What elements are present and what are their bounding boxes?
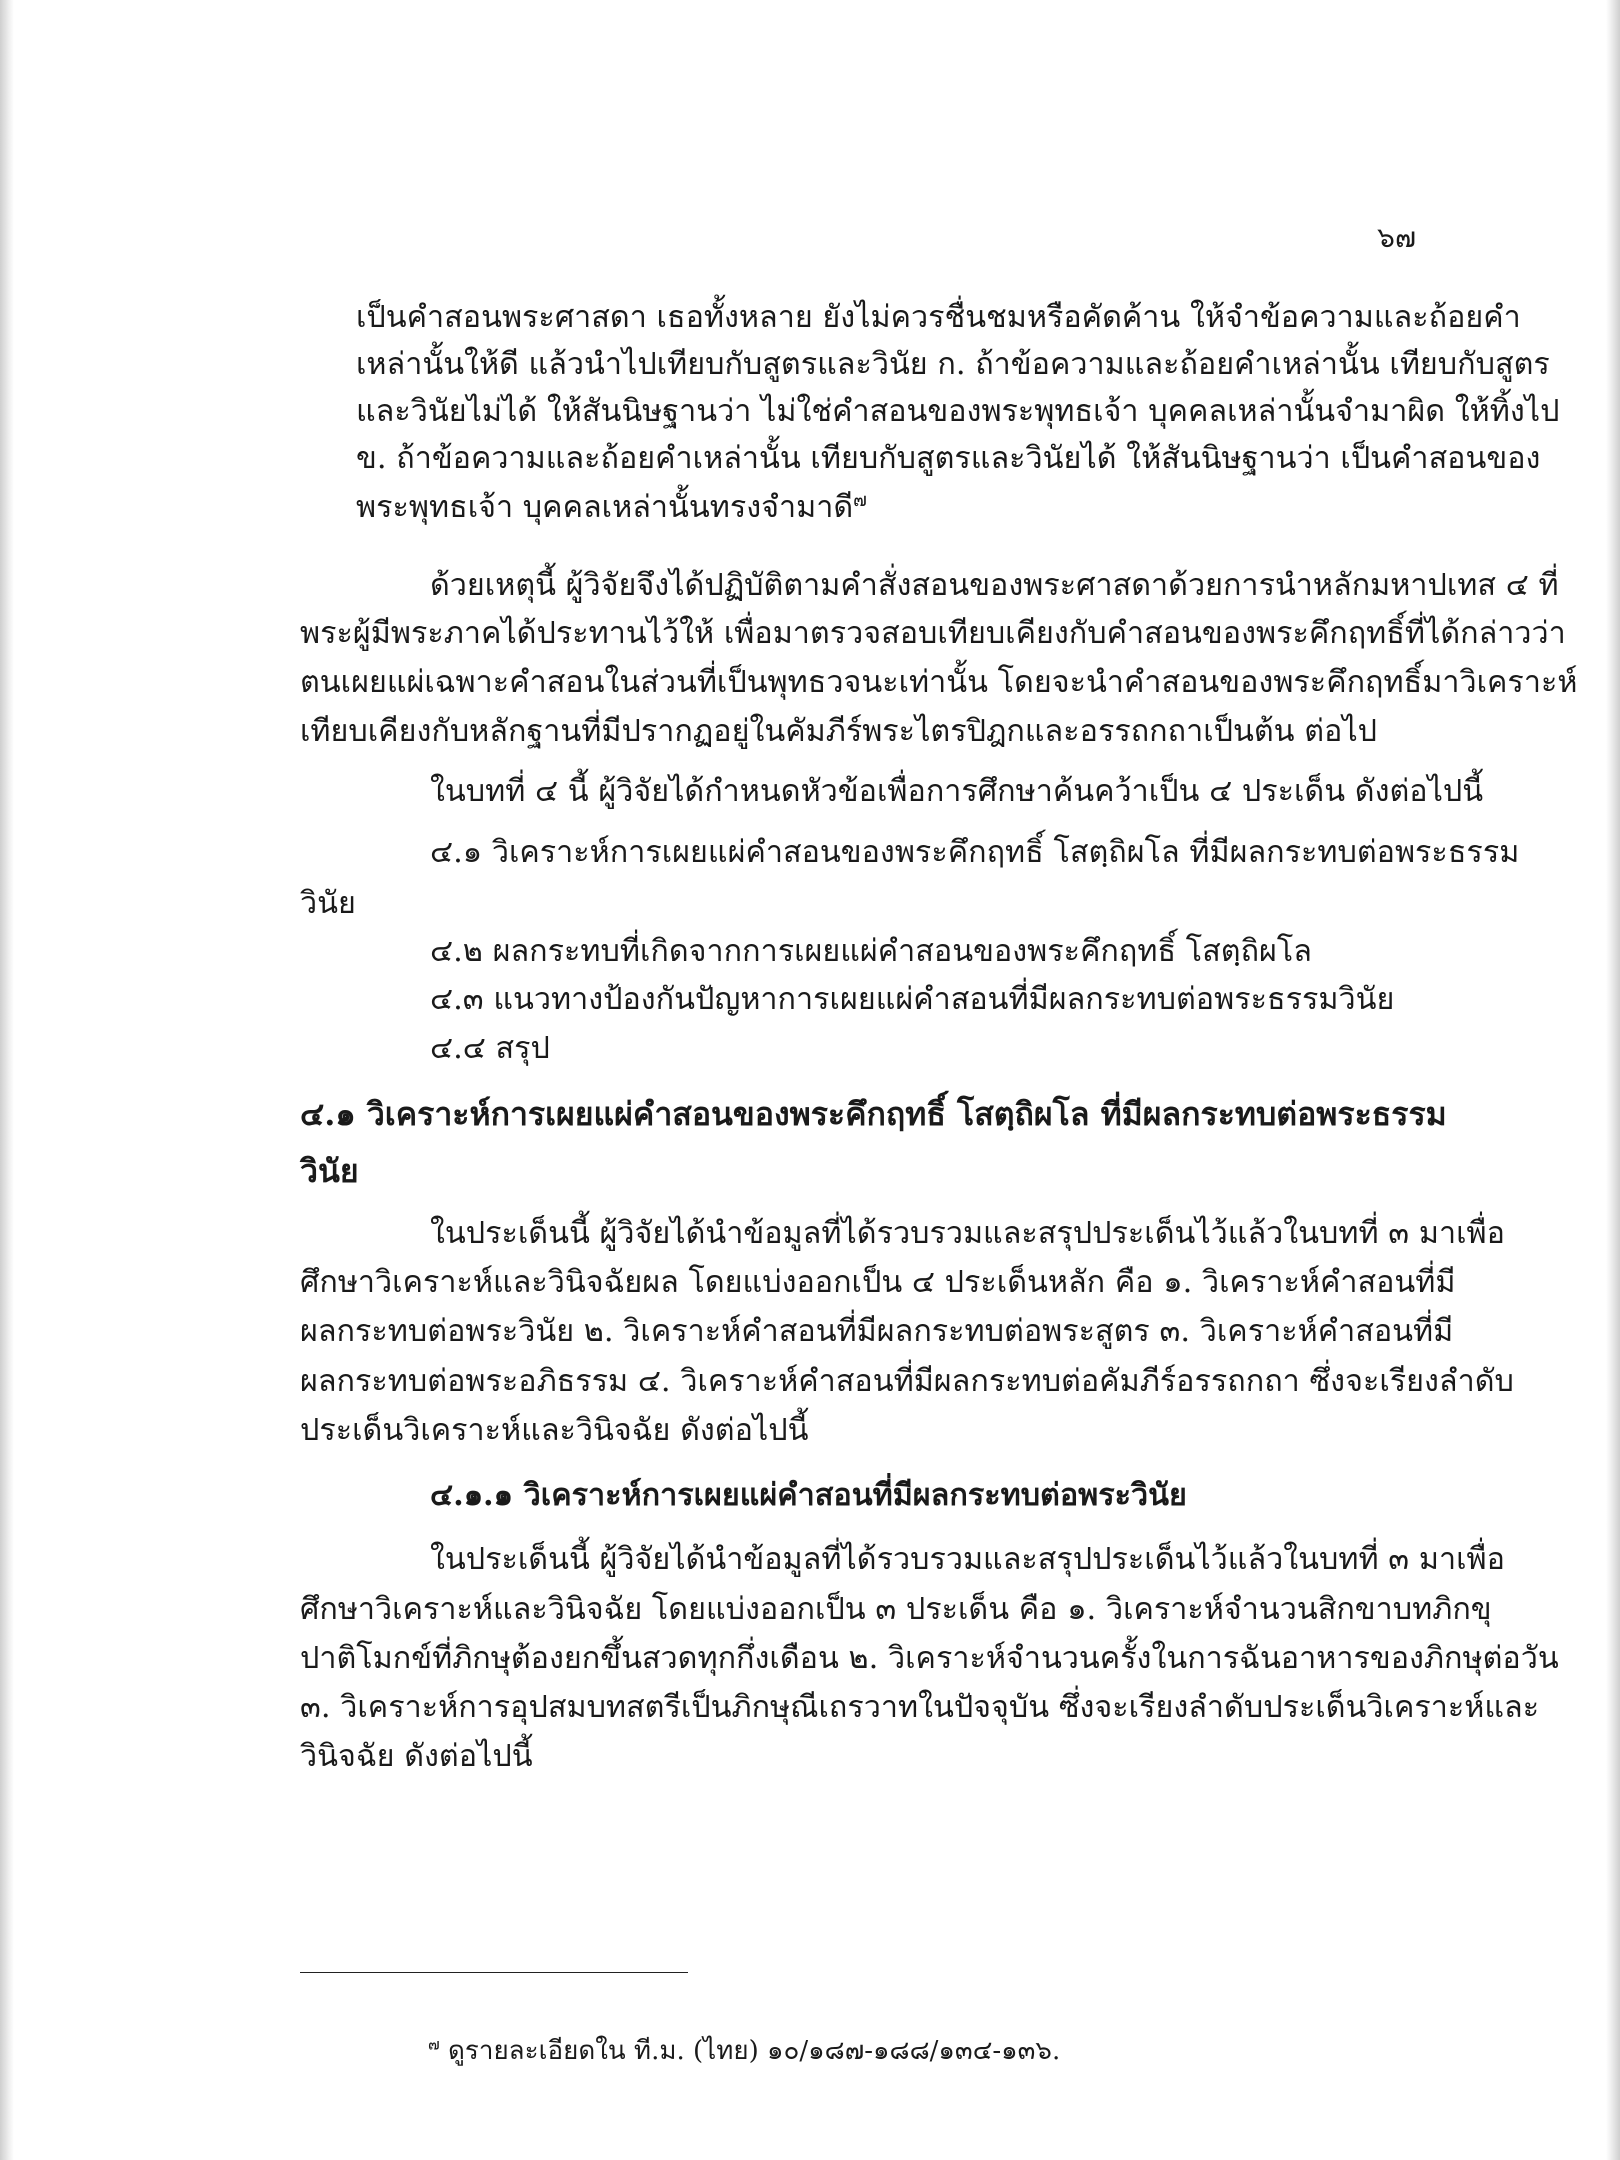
list-item: ๔.๓ แนวทางป้องกันปัญหาการเผยแผ่คำสอนที่มีผลกระทบต่อพระธรรมวินัย (430, 982, 1395, 1017)
footnote (428, 2035, 1060, 2067)
text-line: วินิจฉัย ดังต่อไปนี้ (300, 1739, 533, 1774)
chapter-intro: ในบทที่ ๔ นี้ ผู้วิจัยได้กำหนดหัวข้อเพื่อการศึกษาค้นคว้าเป็น ๔ ประเด็น ดังต่อไปนี้ (430, 774, 1484, 809)
text-line (356, 488, 867, 528)
footnote-divider (300, 1972, 688, 1973)
text-line: เป็นคำสอนพระศาสดา เธอทั้งหลาย ยังไม่ควรชื่นชมหรือคัดค้าน ให้จำข้อความและถ้อยคำ (356, 300, 1521, 335)
text-line: ในประเด็นนี้ ผู้วิจัยได้นำข้อมูลที่ได้รวบรวมและสรุปประเด็นไว้แล้วในบทที่ ๓ มาเพื่อ (430, 1216, 1505, 1251)
footnote-mark: ๗ (428, 2035, 440, 2054)
page-number: ๖๗ (1377, 221, 1416, 254)
page-shadow-right (1606, 0, 1620, 2160)
list-item: ๔.๒ ผลกระทบที่เกิดจากการเผยแผ่คำสอนของพระคึกฤทธิ์ โสตฺถิผโล (430, 934, 1312, 969)
heading-line: ๔.๑ วิเคราะห์การเผยแผ่คำสอนของพระคึกฤทธิ์ โสตฺถิผโล ที่มีผลกระทบต่อพระธรรม (300, 1095, 1447, 1133)
list-item-continuation: วินัย (300, 886, 356, 921)
text-line: ๓. วิเคราะห์การอุปสมบทสตรีเป็นภิกษุณีเถรวาทในปัจจุบัน ซึ่งจะเรียงลำดับประเด็นวิเคราะห์และ (300, 1690, 1540, 1725)
text-line: ผลกระทบต่อพระอภิธรรม ๔. วิเคราะห์คำสอนที่มีผลกระทบต่อคัมภีร์อรรถกถา ซึ่งจะเรียงลำดับ (300, 1364, 1514, 1399)
text-line: ศึกษาวิเคราะห์และวินิจฉัย โดยแบ่งออกเป็น ๓ ประเด็น คือ ๑. วิเคราะห์จำนวนสิกขาบทภิกขุ (300, 1592, 1492, 1627)
page-shadow-left (0, 0, 14, 2160)
text-line: ปาติโมกข์ที่ภิกษุต้องยกขึ้นสวดทุกกึ่งเดือน ๒. วิเคราะห์จำนวนครั้งในการฉันอาหารของภิกษุต่อวัน (300, 1641, 1559, 1676)
text-line: ด้วยเหตุนี้ ผู้วิจัยจึงได้ปฏิบัติตามคำสั่งสอนของพระศาสดาด้วยการนำหลักมหาปเทส ๔ ที่ (430, 568, 1559, 603)
text-line: ในประเด็นนี้ ผู้วิจัยได้นำข้อมูลที่ได้รวบรวมและสรุปประเด็นไว้แล้วในบทที่ ๓ มาเพื่อ (430, 1542, 1505, 1577)
text-line: ผลกระทบต่อพระวินัย ๒. วิเคราะห์คำสอนที่มีผลกระทบต่อพระสูตร ๓. วิเคราะห์คำสอนที่มี (300, 1314, 1454, 1349)
heading-line: วินัย (300, 1152, 359, 1190)
text-line: ตนเผยแผ่เฉพาะคำสอนในส่วนที่เป็นพุทธวจนะเท่านั้น โดยจะนำคำสอนของพระคึกฤทธิ์มาวิเคราะห์ (300, 665, 1578, 700)
footnote-reference[interactable]: ๗ (853, 489, 867, 511)
footnote-text: ดูรายละเอียดใน ที.ม. (ไทย) ๑๐/๑๘๗-๑๘๘/๑๓๔-๑๓๖. (439, 2036, 1061, 2066)
text-line: เทียบเคียงกับหลักฐานที่มีปรากฏอยู่ในคัมภีร์พระไตรปิฎกและอรรถกถาเป็นต้น ต่อไป (300, 714, 1378, 749)
list-item: ๔.๑ วิเคราะห์การเผยแผ่คำสอนของพระคึกฤทธิ์ โสตฺถิผโล ที่มีผลกระทบต่อพระธรรม (430, 835, 1520, 870)
text-line: และวินัยไม่ได้ ให้สันนิษฐานว่า ไม่ใช่คำสอนของพระพุทธเจ้า บุคคลเหล่านั้นจำมาผิด ให้ทิ้งไป (356, 394, 1560, 429)
text-line: เหล่านั้นให้ดี แล้วนำไปเทียบกับสูตรและวินัย ก. ถ้าข้อความและถ้อยคำเหล่านั้น เทียบกับสูตร (356, 347, 1550, 382)
subsection-heading: ๔.๑.๑ วิเคราะห์การเผยแผ่คำสอนที่มีผลกระทบต่อพระวินัย (430, 1477, 1187, 1513)
text-line: พระผู้มีพระภาคได้ประทานไว้ให้ เพื่อมาตรวจสอบเทียบเคียงกับคำสอนของพระคึกฤทธิ์ที่ได้กล่าวว่า (300, 616, 1566, 651)
list-item: ๔.๔ สรุป (430, 1031, 550, 1066)
text-line: ข. ถ้าข้อความและถ้อยคำเหล่านั้น เทียบกับสูตรและวินัยได้ ให้สันนิษฐานว่า เป็นคำสอนของ (356, 441, 1541, 476)
text-line: ประเด็นวิเคราะห์และวินิจฉัย ดังต่อไปนี้ (300, 1413, 809, 1448)
quote-last-line: พระพุทธเจ้า บุคคลเหล่านั้นทรงจำมาดี (356, 490, 854, 525)
text-line: ศึกษาวิเคราะห์และวินิจฉัยผล โดยแบ่งออกเป็น ๔ ประเด็นหลัก คือ ๑. วิเคราะห์คำสอนที่มี (300, 1265, 1456, 1300)
